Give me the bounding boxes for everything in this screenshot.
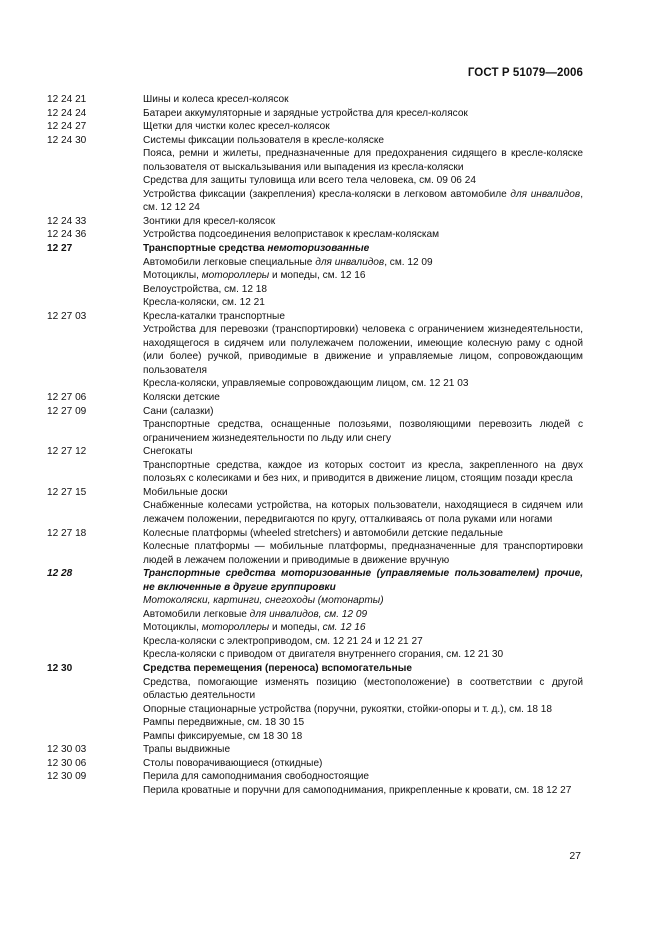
list-item-note bbox=[47, 459, 583, 486]
item-code: 12 24 36 bbox=[47, 229, 87, 241]
item-text: Кресла-коляски, см. 12 21 bbox=[143, 297, 265, 309]
list-item-note bbox=[47, 296, 583, 310]
list-item-note bbox=[47, 676, 583, 703]
list-item-note bbox=[47, 730, 583, 744]
item-text: Шины и колеса кресел-колясок bbox=[143, 94, 289, 105]
item-code: 12 30 03 bbox=[47, 744, 87, 756]
list-item bbox=[47, 527, 583, 541]
item-text: Устройства подсоединения велоприставок к креслам-коляскам bbox=[143, 229, 440, 241]
item-code: 12 27 15 bbox=[47, 486, 87, 498]
item-code: 12 24 27 bbox=[47, 121, 87, 133]
standard-header: ГОСТ Р 51079—2006 bbox=[467, 67, 583, 79]
list-item-note bbox=[47, 540, 583, 567]
item-text: Щетки для чистки колес кресел-колясок bbox=[143, 121, 330, 133]
group-heading bbox=[47, 242, 583, 256]
list-item-note bbox=[47, 147, 583, 174]
item-text: Устройства для перевозки (транспортировки) человека с ограничением жизнедеятельности, находящегося в сидячем или полулежачем положении, имеющие колесную раму с одной (или более) ручкой, приводимые в движение и управляемые лицом, сопровождающим пользователя bbox=[143, 324, 583, 376]
list-item bbox=[47, 743, 583, 757]
item-code: 12 24 21 bbox=[47, 94, 87, 105]
item-text: Мотоколяски, картинги, снегоходы (мотонарты) bbox=[143, 595, 384, 607]
list-item-note bbox=[47, 174, 583, 188]
item-text: Сани (салазки) bbox=[143, 405, 214, 417]
item-text: Колесные платформы (wheeled stretchers) и автомобили детские педальные bbox=[143, 527, 503, 539]
page-number: 27 bbox=[569, 850, 581, 862]
group-code: 12 28 bbox=[47, 568, 73, 580]
item-code: 12 27 18 bbox=[47, 527, 87, 539]
item-text: Мотоциклы, мотороллеры и мопеды, см. 12 16 bbox=[143, 622, 366, 634]
list-item-note bbox=[47, 703, 583, 717]
item-code: 12 24 33 bbox=[47, 215, 87, 227]
item-text: Мотоциклы, мотороллеры и мопеды, см. 12 16 bbox=[143, 270, 366, 282]
item-text: Пояса, ремни и жилеты, предназначенные для предохранения сидящего в кресле-коляске пользователя от выскальзывания или выпадения из кресла-коляски bbox=[143, 148, 583, 173]
list-item-note bbox=[47, 608, 583, 622]
group-heading bbox=[47, 662, 583, 676]
item-text: Системы фиксации пользователя в кресле-коляске bbox=[143, 134, 385, 146]
item-text: Снабженные колесами устройства, на которых пользователи, находящиеся в сидячем или лежачем положении, передвигаются по кругу, отталкиваясь от пола руками или ногами bbox=[143, 500, 583, 525]
list-item-note bbox=[47, 621, 583, 635]
group-code: 12 30 bbox=[47, 662, 73, 674]
item-code: 12 30 06 bbox=[47, 757, 87, 769]
list-item-note bbox=[47, 377, 583, 391]
list-item bbox=[47, 391, 583, 405]
list-item bbox=[47, 120, 583, 134]
item-code: 12 27 12 bbox=[47, 446, 87, 458]
list-item bbox=[47, 486, 583, 500]
item-text: Столы поворачивающиеся (откидные) bbox=[143, 757, 323, 769]
list-item bbox=[47, 215, 583, 229]
classification-list bbox=[47, 93, 583, 797]
item-text: Перила кроватные и поручни для самоподнимания, прикрепленные к кровати, см. 18 12 27 bbox=[143, 784, 572, 796]
list-item bbox=[47, 93, 583, 107]
item-text: Автомобили легковые специальные для инвалидов, см. 12 09 bbox=[143, 256, 433, 268]
item-text: Зонтики для кресел-колясок bbox=[143, 215, 276, 227]
group-code: 12 27 bbox=[47, 243, 73, 255]
item-text: Мобильные доски bbox=[143, 486, 228, 498]
list-item-note bbox=[47, 269, 583, 283]
list-item-note bbox=[47, 784, 583, 798]
list-item bbox=[47, 228, 583, 242]
list-item bbox=[47, 107, 583, 121]
list-item-note bbox=[47, 716, 583, 730]
item-text: Трапы выдвижные bbox=[143, 744, 231, 756]
item-text: Кресла-коляски с электроприводом, см. 12 21 24 и 12 21 27 bbox=[143, 635, 423, 647]
list-item-note bbox=[47, 635, 583, 649]
group-title: Средства перемещения (переноса) вспомогательные bbox=[143, 662, 412, 674]
list-item-note bbox=[47, 594, 583, 608]
item-text: Средства, помогающие изменять позицию (местоположение) в соответствии с другой областью деятельности bbox=[143, 676, 583, 702]
list-item bbox=[47, 757, 583, 771]
item-text: Батареи аккумуляторные и зарядные устройства для кресел-колясок bbox=[143, 107, 468, 119]
list-item-note bbox=[47, 283, 583, 297]
item-code: 12 27 09 bbox=[47, 405, 87, 417]
list-item-note bbox=[47, 648, 583, 662]
list-item-note bbox=[47, 323, 583, 377]
list-item bbox=[47, 405, 583, 419]
list-item-note bbox=[47, 418, 583, 445]
item-code: 12 24 30 bbox=[47, 134, 87, 146]
group-title: Транспортные средства моторизованные (управляемые пользователем) прочие, не включенные в другие группировки bbox=[143, 568, 583, 593]
list-item-note bbox=[47, 256, 583, 270]
item-text: Средства для защиты туловища или всего тела человека, см. 09 06 24 bbox=[143, 175, 476, 187]
item-text: Велоустройства, см. 12 18 bbox=[143, 283, 267, 295]
item-code: 12 30 09 bbox=[47, 771, 87, 783]
item-text: Транспортные средства, оснащенные полозьями, позволяющими перевозить людей с ограничением жизнедеятельности по льду или снегу bbox=[143, 419, 583, 444]
item-text: Транспортные средства, каждое из которых состоит из кресла, закрепленного на двух полозьях с колесиками и без них, и приводится в движение лицом, стоящим позади кресла bbox=[143, 459, 583, 485]
item-text: Коляски детские bbox=[143, 392, 220, 404]
item-text: Колесные платформы — мобильные платформы, предназначенные для транспортировки людей в лежачем положении и приводимые в движение вручную bbox=[143, 541, 583, 566]
group-heading bbox=[47, 567, 583, 594]
list-item bbox=[47, 770, 583, 784]
item-text: Кресла-коляски с приводом от двигателя внутреннего сгорания, см. 12 21 30 bbox=[143, 649, 504, 661]
item-text: Перила для самоподнимания свободностоящие bbox=[143, 771, 370, 783]
list-item-note bbox=[47, 499, 583, 526]
list-item bbox=[47, 134, 583, 148]
item-text: Кресла-коляски, управляемые сопровождающим лицом, см. 12 21 03 bbox=[143, 378, 469, 390]
list-item-note bbox=[47, 188, 583, 215]
item-text: Опорные стационарные устройства (поручни, рукоятки, стойки-опоры и т. д.), см. 18 18 bbox=[143, 703, 553, 715]
item-code: 12 27 03 bbox=[47, 310, 87, 322]
item-text: Снегокаты bbox=[143, 446, 193, 458]
list-item bbox=[47, 445, 583, 459]
item-code: 12 24 24 bbox=[47, 107, 87, 119]
item-text: Рампы фиксируемые, см 18 30 18 bbox=[143, 730, 303, 742]
list-item bbox=[47, 310, 583, 324]
item-code: 12 27 06 bbox=[47, 392, 87, 404]
item-text: Устройства фиксации (закрепления) кресла-коляски в легковом автомобиле для инвалидов, см. 12 12 24 bbox=[143, 188, 583, 214]
item-text: Рампы передвижные, см. 18 30 15 bbox=[143, 717, 305, 729]
group-title: Транспортные средства немоторизованные bbox=[143, 243, 370, 255]
item-text: Кресла-каталки транспортные bbox=[143, 310, 285, 322]
item-text: Автомобили легковые для инвалидов, см. 12 09 bbox=[143, 608, 368, 620]
